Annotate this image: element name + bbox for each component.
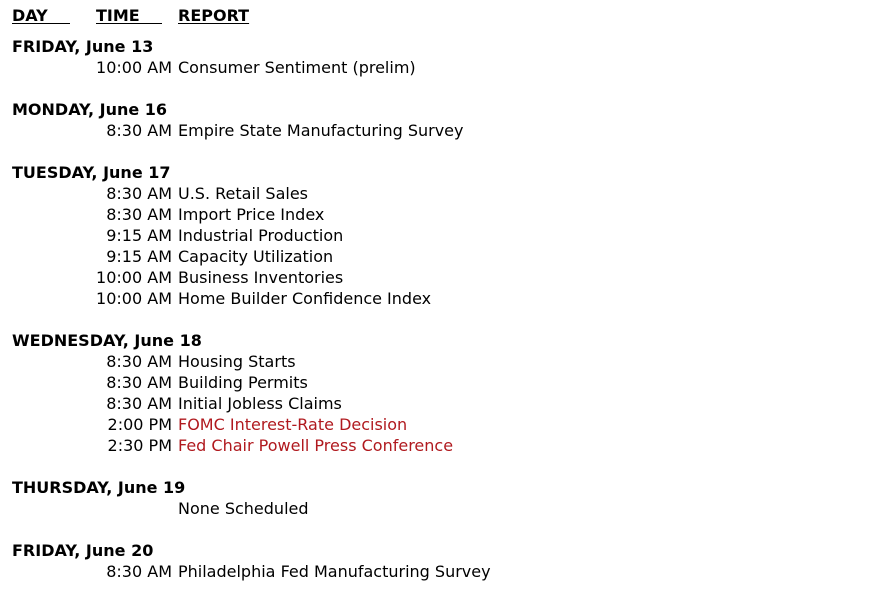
day-group bbox=[12, 36, 872, 78]
header-day: DAY bbox=[12, 6, 70, 25]
day-heading: FRIDAY, June 13 bbox=[12, 37, 154, 56]
event-time: 9:15 AM bbox=[106, 226, 172, 245]
day-group bbox=[12, 330, 872, 456]
event-row bbox=[12, 225, 872, 246]
event-report: Housing Starts bbox=[178, 352, 296, 371]
day-heading: TUESDAY, June 17 bbox=[12, 163, 171, 182]
day-heading: WEDNESDAY, June 18 bbox=[12, 331, 202, 350]
event-row bbox=[12, 246, 872, 267]
event-row bbox=[12, 561, 872, 582]
event-time: 8:30 AM bbox=[106, 394, 172, 413]
event-row bbox=[12, 267, 872, 288]
event-time: 2:30 PM bbox=[107, 436, 172, 455]
event-row bbox=[12, 498, 872, 519]
event-time: 8:30 AM bbox=[106, 352, 172, 371]
day-heading: MONDAY, June 16 bbox=[12, 100, 168, 119]
day-heading: THURSDAY, June 19 bbox=[12, 478, 186, 497]
event-time: 8:30 AM bbox=[106, 184, 172, 203]
event-report: Home Builder Confidence Index bbox=[178, 289, 432, 308]
event-time: 10:00 AM bbox=[96, 289, 172, 308]
day-group bbox=[12, 99, 872, 141]
event-report: None Scheduled bbox=[178, 499, 309, 518]
event-row bbox=[12, 120, 872, 141]
event-time: 10:00 AM bbox=[96, 58, 172, 77]
header-report: REPORT bbox=[178, 6, 250, 25]
event-report: Business Inventories bbox=[178, 268, 344, 287]
event-row bbox=[12, 435, 872, 456]
column-header bbox=[12, 5, 412, 26]
event-report: Import Price Index bbox=[178, 205, 325, 224]
event-row bbox=[12, 351, 872, 372]
event-report: Philadelphia Fed Manufacturing Survey bbox=[178, 562, 491, 581]
event-report: Capacity Utilization bbox=[178, 247, 334, 266]
event-report: Building Permits bbox=[178, 373, 308, 392]
event-row bbox=[12, 414, 872, 435]
event-report: FOMC Interest-Rate Decision bbox=[178, 415, 408, 434]
event-row bbox=[12, 183, 872, 204]
event-time: 2:00 PM bbox=[107, 415, 172, 434]
event-report: U.S. Retail Sales bbox=[178, 184, 309, 203]
event-row bbox=[12, 372, 872, 393]
event-report: Fed Chair Powell Press Conference bbox=[178, 436, 454, 455]
day-group bbox=[12, 162, 872, 309]
event-time: 8:30 AM bbox=[106, 373, 172, 392]
economic-calendar bbox=[12, 36, 872, 603]
event-row bbox=[12, 204, 872, 225]
header-time: TIME bbox=[96, 6, 162, 25]
event-report: Initial Jobless Claims bbox=[178, 394, 342, 413]
event-row bbox=[12, 393, 872, 414]
event-row bbox=[12, 57, 872, 78]
event-time: 10:00 AM bbox=[96, 268, 172, 287]
event-report: Industrial Production bbox=[178, 226, 344, 245]
event-time: 9:15 AM bbox=[106, 247, 172, 266]
day-heading: FRIDAY, June 20 bbox=[12, 541, 154, 560]
day-group bbox=[12, 477, 872, 519]
day-group bbox=[12, 540, 872, 582]
event-report: Empire State Manufacturing Survey bbox=[178, 121, 464, 140]
event-time: 8:30 AM bbox=[106, 205, 172, 224]
event-report: Consumer Sentiment (prelim) bbox=[178, 58, 416, 77]
event-row bbox=[12, 288, 872, 309]
event-time: 8:30 AM bbox=[106, 121, 172, 140]
event-time: 8:30 AM bbox=[106, 562, 172, 581]
